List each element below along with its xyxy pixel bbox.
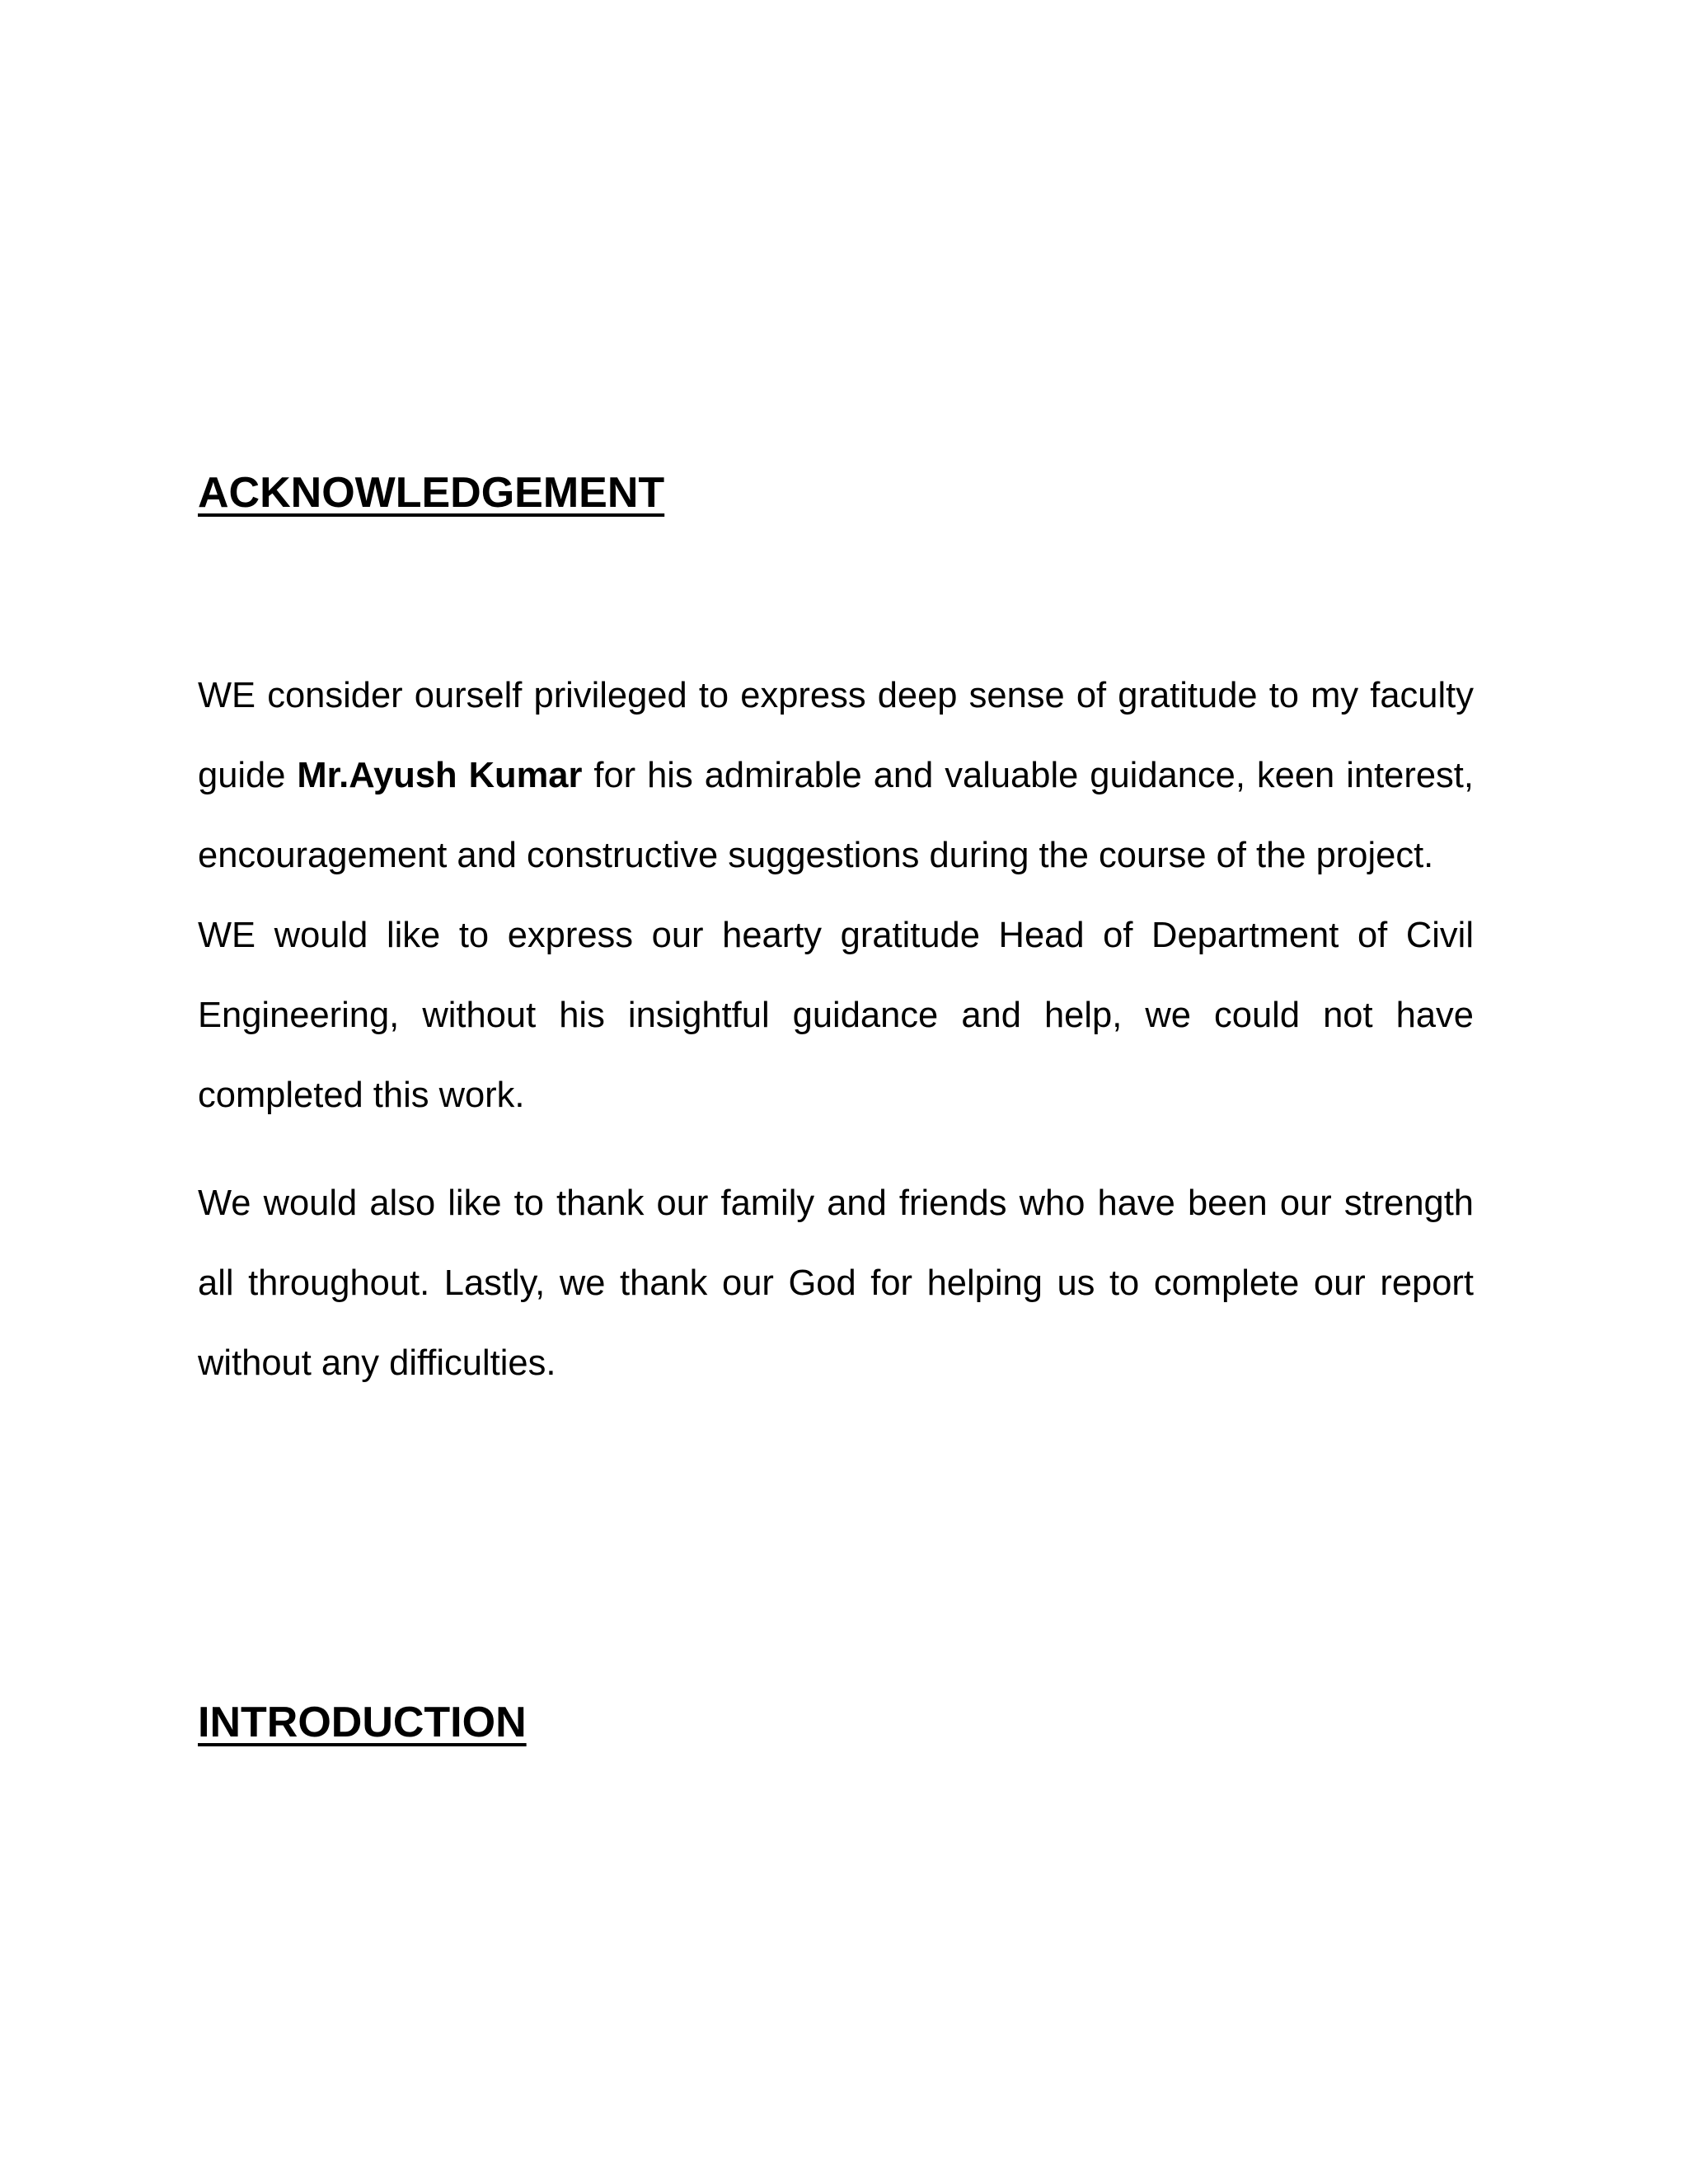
introduction-heading: INTRODUCTION	[198, 1699, 527, 1746]
paragraph-1-text-start: WE consider ourself privileged to express deep sense of gratitude to my faculty guide	[198, 676, 1474, 795]
acknowledgement-paragraph-3: We would also like to thank our family and friends who have been our strength all throughout. Lastly, we thank our God for helping us to complete our report without any difficulties.	[198, 1183, 1474, 1383]
faculty-guide-name: Mr.Ayush Kumar	[297, 756, 583, 795]
acknowledgement-heading: ACKNOWLEDGEMENT	[198, 469, 665, 517]
acknowledgement-paragraph-2: WE would like to express our hearty gratitude Head of Department of Civil Engineering, without his insightful guidance and help, we could not have completed this work.	[198, 916, 1474, 1115]
acknowledgement-paragraph-1	[198, 656, 1474, 896]
acknowledgement-body	[198, 656, 1474, 1404]
paragraph-1-text-end: for his admirable and valuable guidance, keen interest, encouragement and constructive suggestions during the course of the project.	[198, 756, 1474, 875]
